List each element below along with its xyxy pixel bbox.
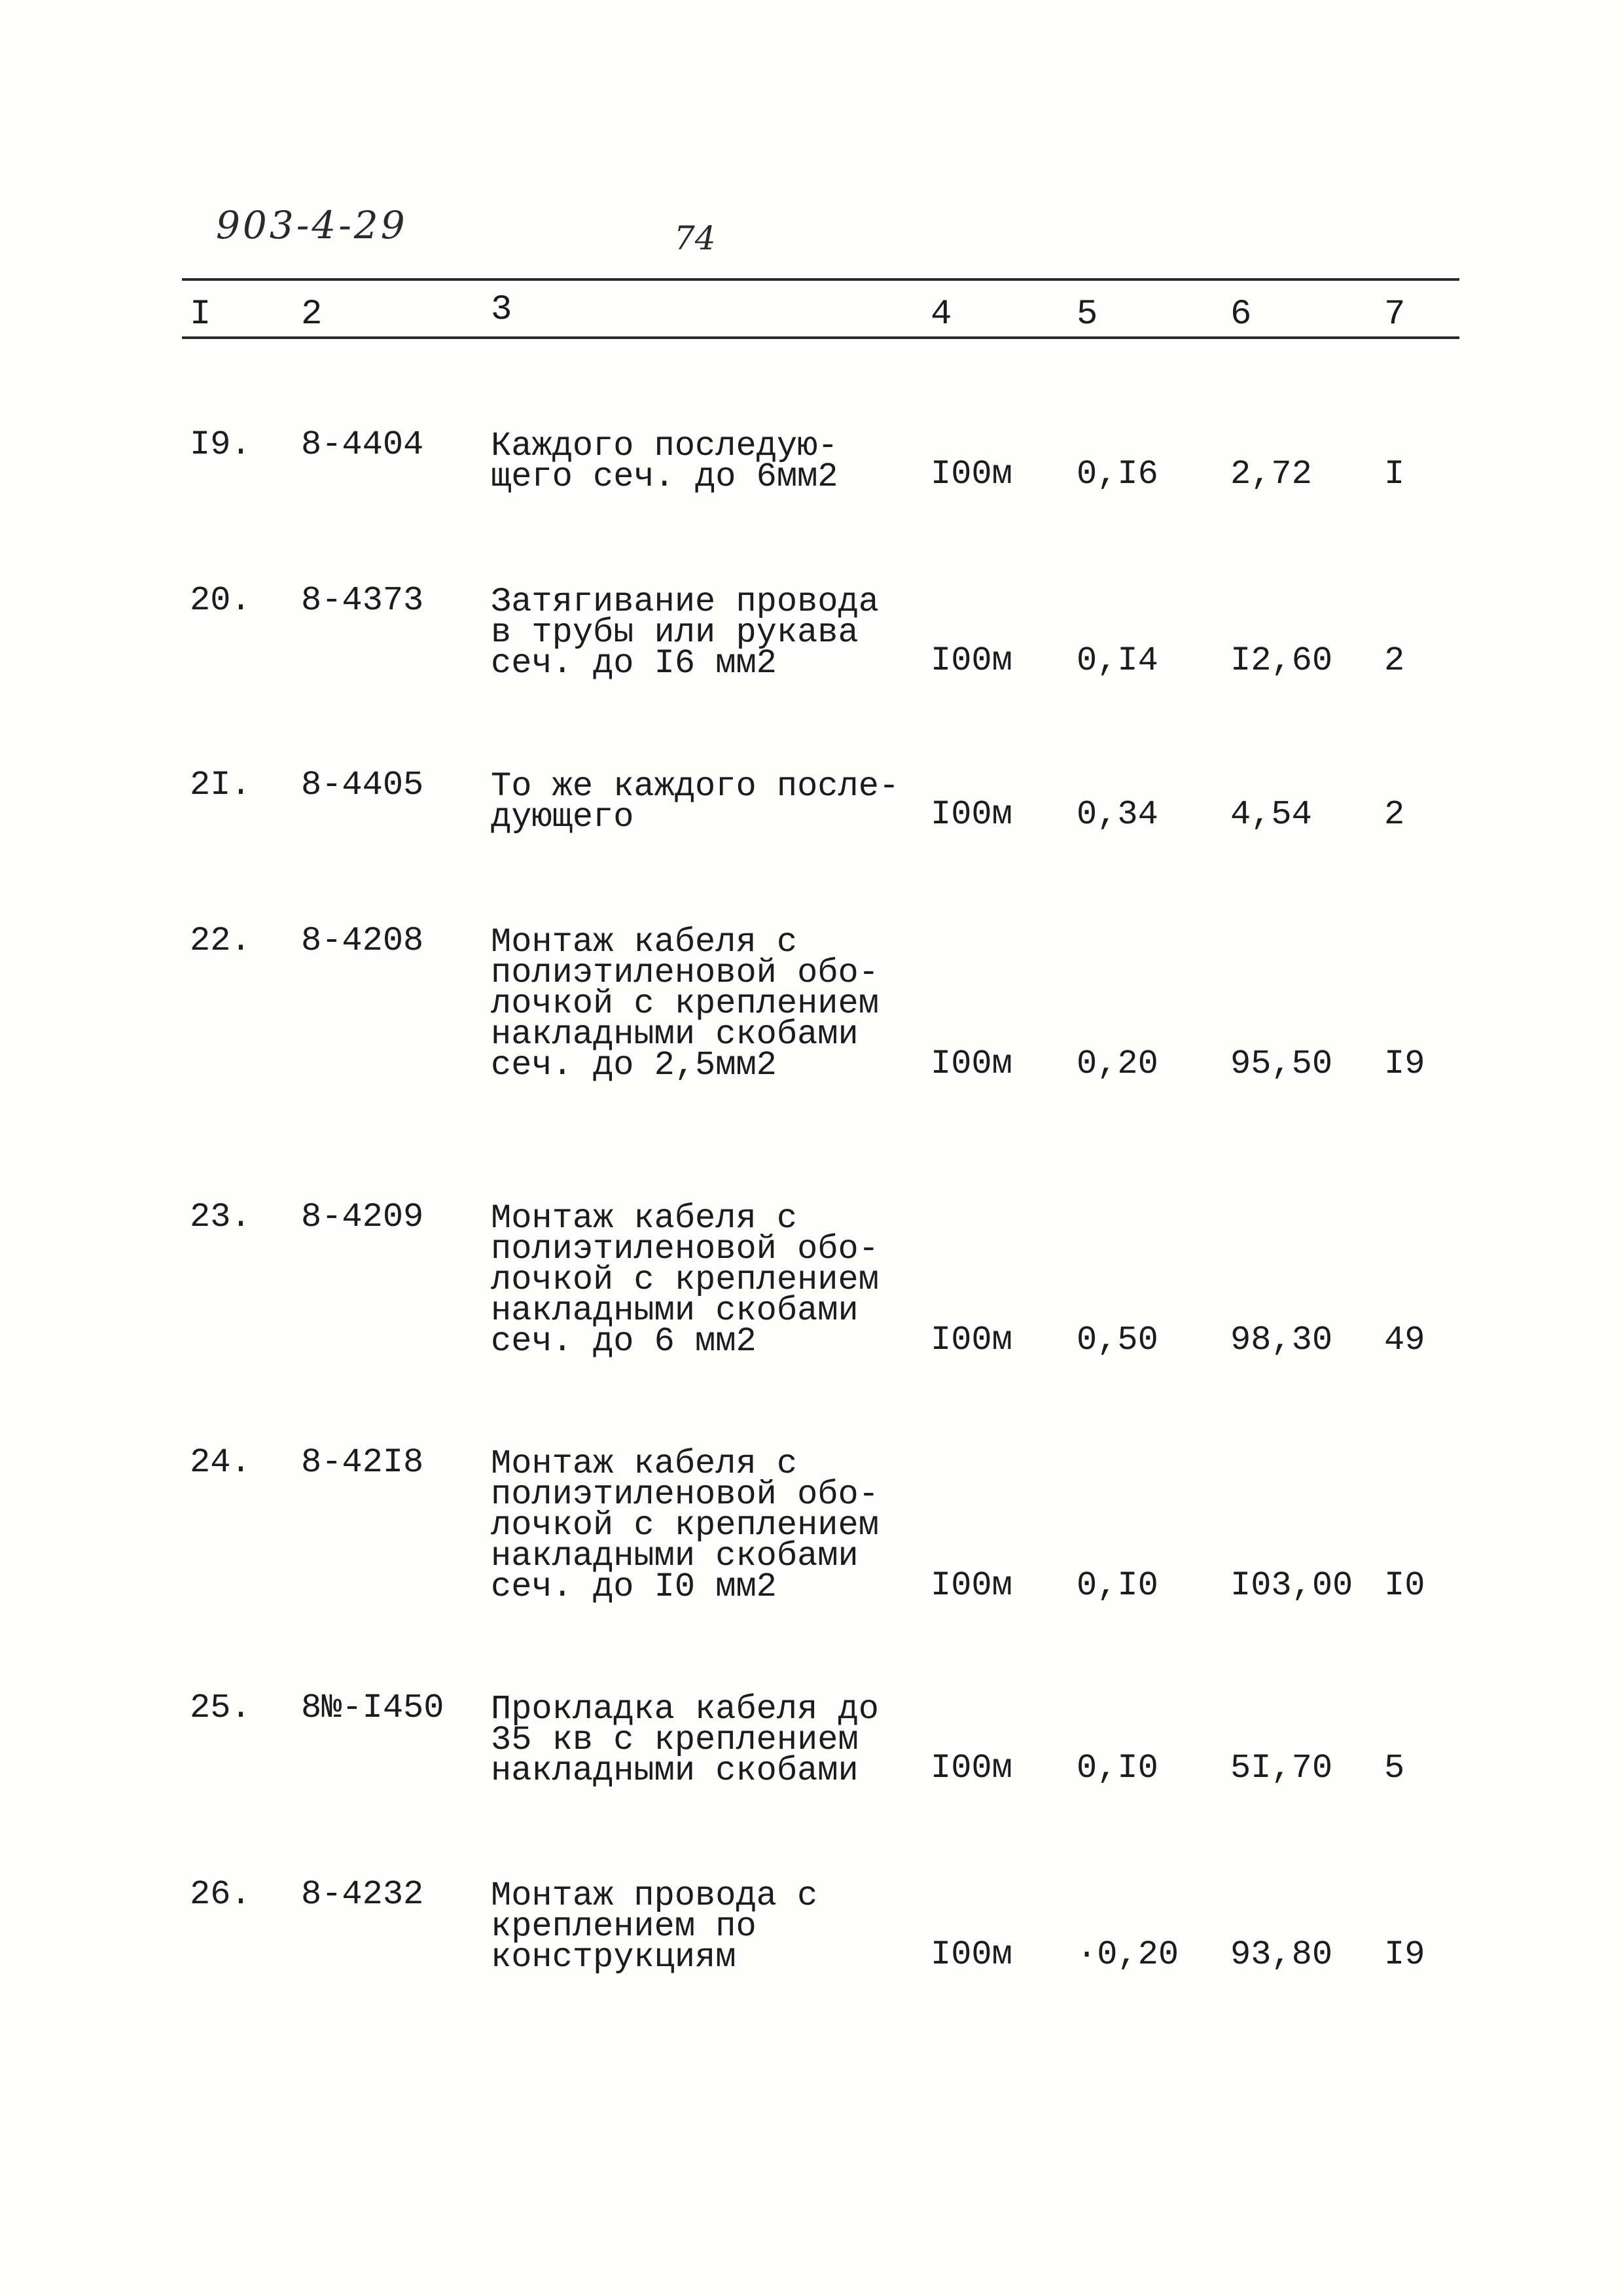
row-description [491, 427, 838, 496]
row-code: 8-4405 [301, 766, 424, 804]
row-total: I9 [1384, 1935, 1425, 1974]
description-line: Монтаж кабеля с [491, 1199, 798, 1238]
row-unit: I00м [931, 1935, 1012, 1974]
row-unit: I00м [931, 641, 1012, 680]
row-code: 8-4232 [301, 1875, 424, 1914]
row-code: 8-4209 [301, 1198, 424, 1236]
row-number: 20. [190, 581, 251, 620]
row-description [491, 1444, 879, 1606]
description-line: лочкой с креплением [491, 1506, 879, 1545]
description-line: накладными скобами [491, 1015, 859, 1054]
row-code: 8-4373 [301, 581, 424, 620]
description-line: сеч. до I0 мм2 [491, 1568, 777, 1606]
row-quantity: 0,20 [1077, 1045, 1158, 1083]
description-line: Монтаж провода с [491, 1876, 818, 1915]
description-line: Каждого последую- [491, 427, 838, 465]
description-line: Монтаж кабеля с [491, 923, 798, 961]
row-unit: I00м [931, 455, 1012, 493]
description-line: креплением по [491, 1907, 757, 1946]
row-description [491, 1690, 879, 1790]
row-price: I2,60 [1230, 641, 1333, 680]
row-price: 95,50 [1230, 1045, 1333, 1083]
row-quantity: 0,I6 [1077, 455, 1158, 493]
row-price: 5I,70 [1230, 1749, 1333, 1787]
row-code: 8-4208 [301, 922, 424, 960]
column-header-4: 4 [931, 295, 952, 334]
row-price: 93,80 [1230, 1935, 1333, 1974]
row-description [491, 1876, 818, 1977]
row-code: 8№-I450 [301, 1689, 444, 1727]
description-line: сеч. до 6 мм2 [491, 1322, 757, 1361]
row-description [491, 923, 879, 1085]
row-unit: I00м [931, 795, 1012, 834]
column-header-3: 3 [491, 290, 512, 330]
description-line: 35 кв с креплением [491, 1721, 859, 1759]
description-line: То же каждого после- [491, 767, 900, 806]
description-line: сеч. до I6 мм2 [491, 644, 777, 683]
row-total: I [1384, 455, 1405, 493]
description-line: полиэтиленовой обо- [491, 954, 879, 992]
row-unit: I00м [931, 1045, 1012, 1083]
row-total: I9 [1384, 1045, 1425, 1083]
description-line: Монтаж кабеля с [491, 1444, 798, 1483]
description-line: лочкой с креплением [491, 984, 879, 1023]
document-code: 903-4-29 [216, 203, 408, 247]
row-quantity: 0,34 [1077, 795, 1158, 834]
page-number: 74 [674, 219, 716, 257]
description-line: полиэтиленовой обо- [491, 1475, 879, 1514]
row-total: 2 [1384, 641, 1405, 680]
row-price: I03,00 [1230, 1566, 1353, 1605]
row-total: I0 [1384, 1566, 1425, 1605]
description-line: накладными скобами [491, 1751, 859, 1790]
description-line: накладными скобами [491, 1537, 859, 1575]
row-number: 26. [190, 1875, 251, 1914]
row-price: 4,54 [1230, 795, 1312, 834]
description-line: Затягивание провода [491, 583, 879, 621]
description-line: накладными скобами [491, 1291, 859, 1330]
row-description [491, 767, 900, 836]
row-number: 25. [190, 1689, 251, 1727]
row-code: 8-4404 [301, 425, 424, 464]
description-line: щего сеч. до 6мм2 [491, 457, 838, 496]
row-code: 8-42I8 [301, 1443, 424, 1482]
header-bottom-rule [182, 336, 1459, 339]
row-total: 49 [1384, 1321, 1425, 1359]
row-total: 2 [1384, 795, 1405, 834]
row-quantity: 0,50 [1077, 1321, 1158, 1359]
description-line: полиэтиленовой обо- [491, 1230, 879, 1268]
row-number: I9. [190, 425, 251, 464]
row-unit: I00м [931, 1321, 1012, 1359]
column-header-7: 7 [1384, 295, 1406, 334]
row-unit: I00м [931, 1566, 1012, 1605]
row-description [491, 1199, 879, 1361]
row-quantity: ·0,20 [1077, 1935, 1179, 1974]
column-header-2: 2 [301, 295, 323, 334]
column-header-5: 5 [1077, 295, 1098, 334]
column-header-6: 6 [1230, 295, 1252, 334]
row-total: 5 [1384, 1749, 1405, 1787]
row-number: 24. [190, 1443, 251, 1482]
row-quantity: 0,I4 [1077, 641, 1158, 680]
row-price: 2,72 [1230, 455, 1312, 493]
header-top-rule [182, 278, 1459, 281]
row-price: 98,30 [1230, 1321, 1333, 1359]
description-line: лочкой с креплением [491, 1261, 879, 1299]
row-number: 22. [190, 922, 251, 960]
row-quantity: 0,I0 [1077, 1566, 1158, 1605]
description-line: сеч. до 2,5мм2 [491, 1046, 777, 1085]
row-quantity: 0,I0 [1077, 1749, 1158, 1787]
description-line: конструкциям [491, 1938, 736, 1977]
row-number: 2I. [190, 766, 251, 804]
row-description [491, 583, 879, 683]
row-number: 23. [190, 1198, 251, 1236]
description-line: дующего [491, 798, 634, 836]
row-unit: I00м [931, 1749, 1012, 1787]
description-line: в трубы или рукава [491, 613, 859, 652]
description-line: Прокладка кабеля до [491, 1690, 879, 1729]
column-header-1: I [190, 295, 211, 334]
